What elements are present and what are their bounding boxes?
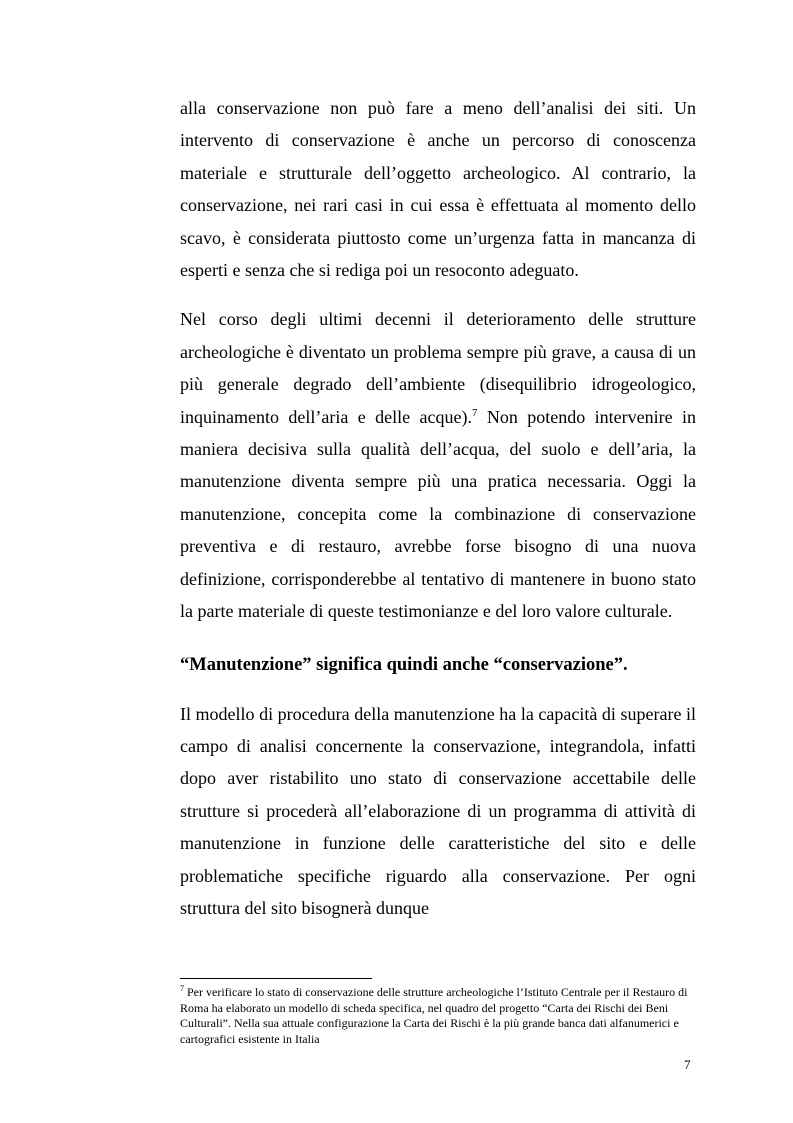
paragraph-maintenance-model: Il modello di procedura della manutenzione ha la capacità di superare il campo di analisi concernente la conservazione, integrandola, infatti dopo aver ristabilito uno stato di conservazione accettabile delle strutture si procederà all’elaborazione di un programma di attività di manutenzione in funzione delle caratteristiche del sito e delle problematiche specifiche riguardo alla conservazione. Per ogni struttura del sito bisognerà dunque <box>180 703 696 918</box>
footnote-text: Per verificare lo stato di conservazione delle strutture archeologiche l’Istituto Centrale per il Restauro di Roma ha elaborato un modello di scheda specifica, nel quadro del progetto “Carta dei Rischi dei Beni Culturali”. Nella sua attuale configurazione la Carta dei Rischi è la più grande banca dati alfanumerici e cartografici esistente in Italia <box>180 985 688 1046</box>
page-body <box>180 92 696 924</box>
footnote-number: 7 <box>180 984 184 993</box>
paragraph-deterioration-text-end: Non potendo intervenire in maniera decisiva sulla qualità dell’acqua, del suolo e dell’aria, la manutenzione diventa sempre più una pratica necessaria. Oggi la manutenzione, concepita come la combinazione di conservazione preventiva e di restauro, avrebbe forse bisogno di una nuova definizione, corrisponderebbe al tentativo di mantenere in buono stato la parte materiale di queste testimonianze e del loro valore culturale. <box>180 406 697 622</box>
footnote-divider <box>180 978 372 979</box>
section-heading: “Manutenzione” significa quindi anche “conservazione”. <box>180 654 628 675</box>
footnote <box>180 985 700 1047</box>
page-number: 7 <box>684 1057 691 1072</box>
footnote-reference[interactable]: 7 <box>471 406 478 419</box>
paragraph-conservation-analysis: alla conservazione non può fare a meno dell’analisi dei siti. Un intervento di conservazione è anche un percorso di conoscenza materiale e strutturale dell’oggetto archeologico. Al contrario, la conservazione, nei rari casi in cui essa è effettuata al momento dello scavo, è considerata piuttosto come un’urgenza fatta in mancanza di esperti e senza che si rediga poi un resoconto adeguato. <box>180 98 696 281</box>
paragraph-deterioration <box>180 303 696 627</box>
paragraph-deterioration-text-start: Nel corso degli ultimi decenni il deterioramento delle strutture archeologiche è diventato un problema sempre più grave, a causa di un più generale degrado dell’ambiente (disequilibrio idrogeologico, inquinamento dell’aria e delle acque). <box>180 309 696 427</box>
